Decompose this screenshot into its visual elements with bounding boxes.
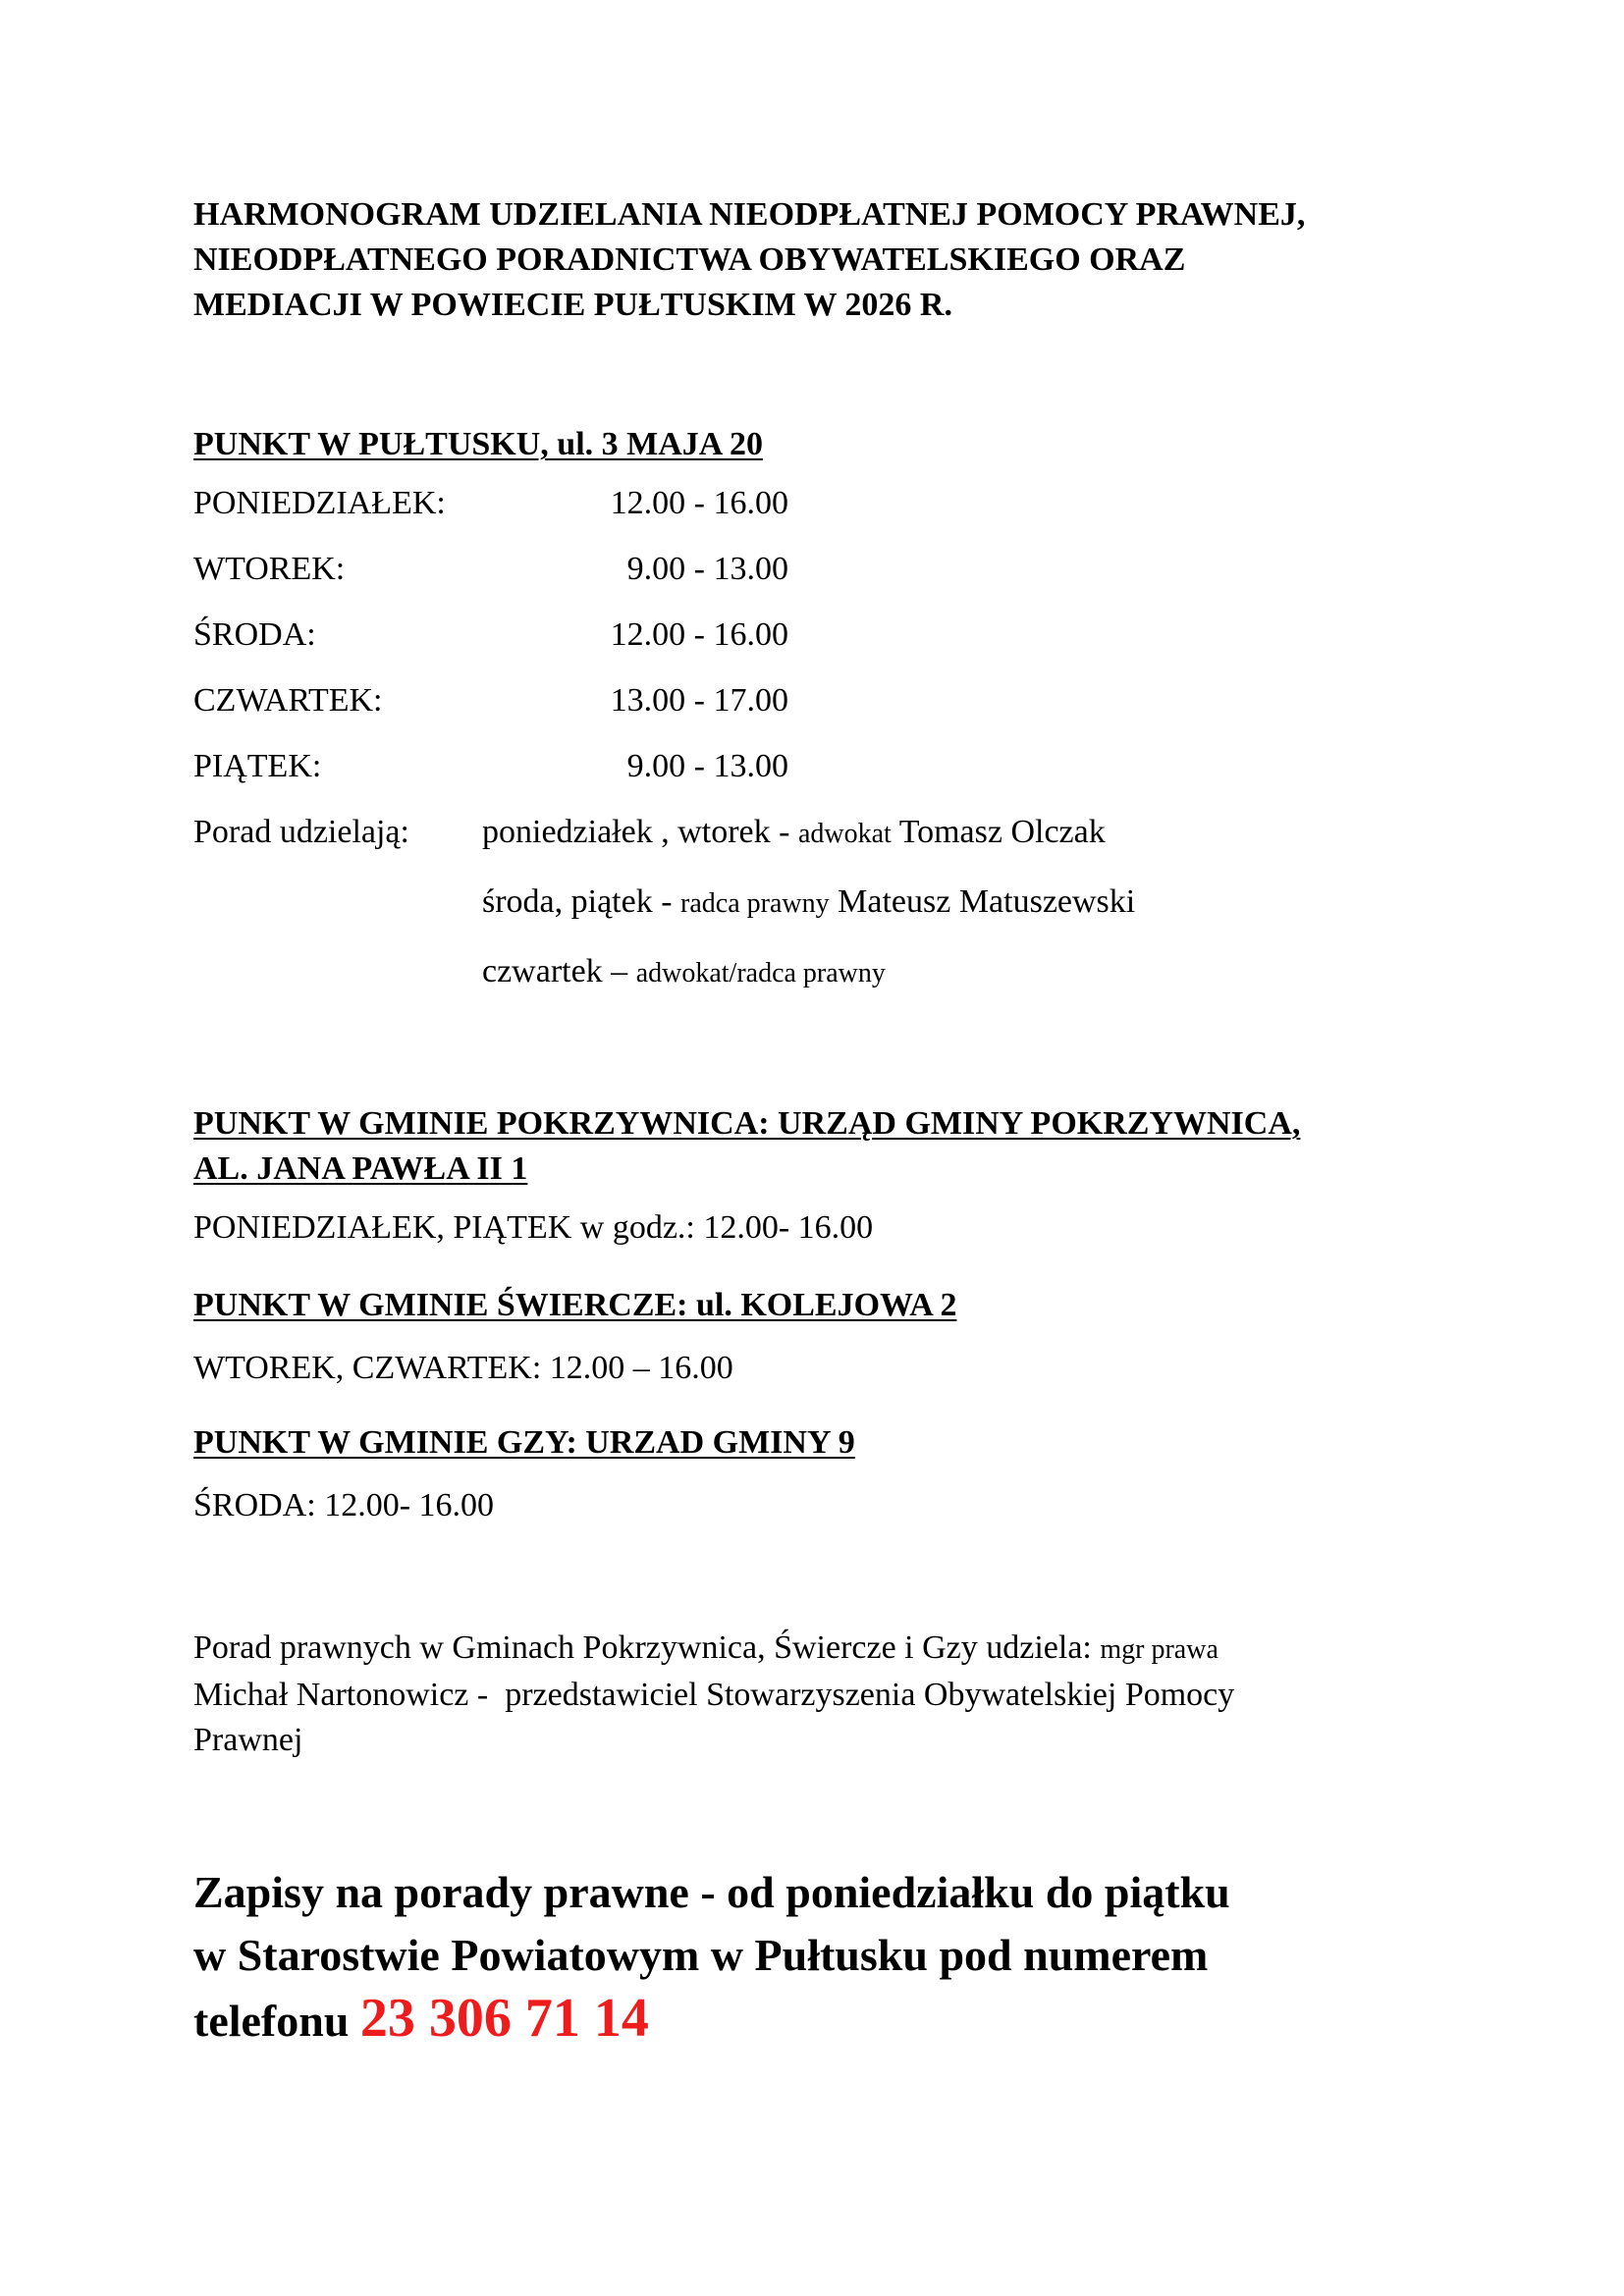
advisor-role: adwokat: [797, 819, 892, 849]
advisor-row: [193, 814, 1106, 883]
advisor-entry: [482, 953, 886, 990]
schedule-day: WTOREK:: [193, 551, 346, 587]
schedule-day: CZWARTEK:: [193, 682, 383, 719]
pultusk-heading: PUNKT W PUŁTUSKU, ul. 3 MAJA 20: [193, 426, 763, 462]
document-title: [193, 192, 1470, 328]
pokrzywnica-heading-line-1: PUNKT W GMINIE POKRZYWNICA: URZĄD GMINY POKRZYWNICA,: [193, 1105, 1301, 1142]
pultusk-advisors: [193, 814, 1136, 1023]
schedule-time: 12.00 - 16.00: [610, 616, 788, 653]
schedule-row: [193, 682, 788, 748]
advisor-entry: [482, 814, 1106, 851]
phone-number: 23 306 71 14: [359, 1988, 649, 2049]
swiercze-hours: WTOREK, CZWARTEK: 12.00 – 16.00: [193, 1350, 733, 1386]
document-page: [193, 192, 1470, 2049]
gzy-hours: ŚRODA: 12.00- 16.00: [193, 1487, 495, 1523]
pultusk-section: [193, 422, 1136, 1023]
schedule-day: PIĄTEK:: [193, 748, 322, 784]
registration-info: [193, 1861, 1230, 2053]
note-line-1: [193, 1626, 1234, 1673]
advisor-note: [193, 1626, 1234, 1763]
advisor-row: [193, 953, 886, 1023]
title-line-3: MEDIACJI W POWIECIE PUŁTUSKIM W 2026 R.: [193, 287, 952, 323]
schedule-row: [193, 616, 788, 682]
pokrzywnica-section: [193, 1101, 1300, 1247]
note-line-2: Michał Nartonowicz - przedstawiciel Stowarzyszenia Obywatelskiej Pomocy: [193, 1677, 1235, 1713]
pultusk-schedule: [193, 485, 788, 814]
advice-label: Porad udzielają:: [193, 814, 409, 850]
advisor-days: poniedziałek , wtorek -: [482, 814, 790, 850]
advisor-role: radca prawny: [680, 888, 830, 919]
registration-line-2: w Starostwie Powiatowym w Pułtusku pod numerem: [193, 1930, 1209, 1980]
gzy-heading: PUNKT W GMINIE GZY: URZAD GMINY 9: [193, 1424, 855, 1461]
note-line-1-title: mgr prawa: [1100, 1634, 1218, 1665]
schedule-time: 12.00 - 16.00: [610, 485, 788, 521]
registration-line-1: Zapisy na porady prawne - od poniedziałku do piątku: [193, 1867, 1230, 1917]
schedule-time: 9.00 - 13.00: [626, 551, 788, 587]
note-line-1-text: Porad prawnych w Gminach Pokrzywnica, Świercze i Gzy udziela:: [193, 1629, 1101, 1666]
title-line-2: NIEODPŁATNEGO PORADNICTWA OBYWATELSKIEGO ORAZ: [193, 241, 1186, 278]
schedule-row: [193, 485, 788, 551]
advisor-role: adwokat/radca prawny: [635, 958, 886, 988]
note-line-3: Prawnej: [193, 1722, 303, 1758]
advisor-entry: [482, 883, 1135, 921]
advisor-days: czwartek –: [482, 953, 628, 989]
advisor-days: środa, piątek -: [482, 883, 673, 920]
advisor-row: [193, 883, 1136, 953]
pokrzywnica-heading-line-2: AL. JANA PAWŁA II 1: [193, 1150, 528, 1187]
registration-line-3: [193, 1987, 1230, 2053]
schedule-row: [193, 551, 788, 616]
schedule-row: [193, 748, 788, 814]
schedule-time: 9.00 - 13.00: [626, 748, 788, 784]
title-line-1: HARMONOGRAM UDZIELANIA NIEODPŁATNEJ POMOCY PRAWNEJ,: [193, 196, 1306, 233]
pokrzywnica-hours: PONIEDZIAŁEK, PIĄTEK w godz.: 12.00- 16.00: [193, 1209, 874, 1246]
swiercze-heading: PUNKT W GMINIE ŚWIERCZE: ul. KOLEJOWA 2: [193, 1287, 957, 1323]
schedule-time: 13.00 - 17.00: [610, 682, 788, 719]
gzy-section: [193, 1420, 855, 1524]
schedule-day: ŚRODA:: [193, 616, 316, 653]
schedule-day: PONIEDZIAŁEK:: [193, 485, 446, 521]
advisor-name: Mateusz Matuszewski: [838, 883, 1136, 920]
advisor-name: Tomasz Olczak: [898, 814, 1106, 850]
registration-phone-label: telefonu: [193, 1996, 350, 2046]
swiercze-section: [193, 1283, 956, 1387]
